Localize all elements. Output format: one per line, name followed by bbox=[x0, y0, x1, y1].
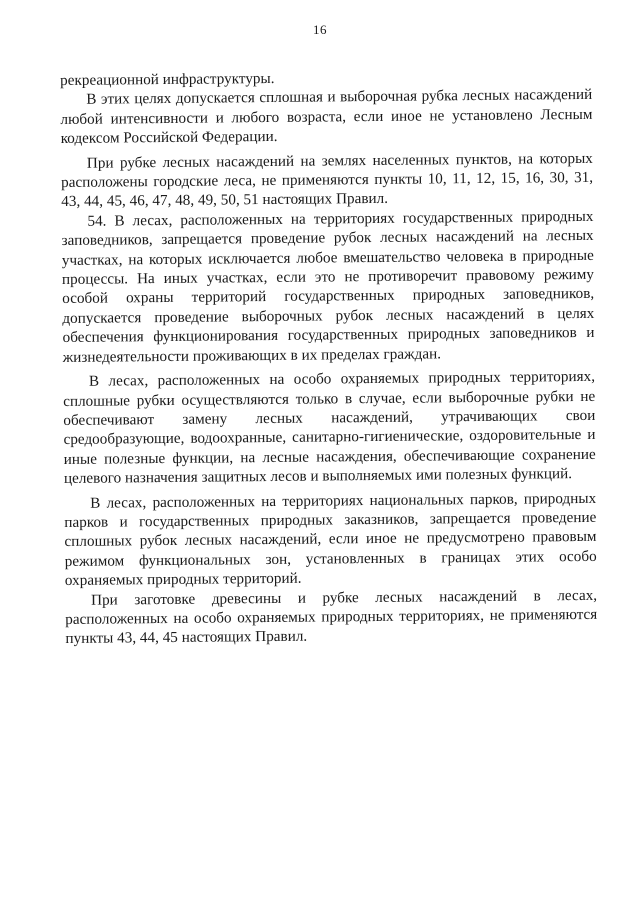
page-number: 16 bbox=[313, 22, 327, 37]
paragraph: При заготовке древесины и рубке лесных насаждений в лесах, расположенных на особо охраняемых природных территориях, не применяются пункты 43, 44, 45 настоящих Правил. bbox=[65, 586, 598, 648]
paragraph: В лесах, расположенных на особо охраняемых природных территориях, сплошные рубки осуществляются только в случае, если выборочные рубки не обеспечивают замену лесных насаждений, утрачивающих свои средообразующие, водоохранные, санитарно-гигиенические, оздоровительные и иные полезные функции, на лесные насаждения, обеспечивающие сохранение целевого назначения защитных лесов и выполняемых ими полезных функций. bbox=[63, 367, 596, 488]
paragraph: В этих целях допускается сплошная и выборочная рубка лесных насаждений любой интенсивности и любого возраста, если иное не установлено Лесным кодексом Российской Федерации. bbox=[60, 86, 593, 148]
paragraph: В лесах, расположенных на территориях национальных парков, природных парков и государственных природных заказников, запрещается проведение сплошных рубок лесных насаждений, если иное не предусмотрено правовым режимом функциональных зон, установленных в границах этих особо охраняемых природных территорий. bbox=[64, 489, 597, 590]
paragraph-item-54: 54. В лесах, расположенных на территориях государственных природных заповедников, запрещается проведение рубок лесных насаждений на лесных участках, на которых исключается любое вмешательство человека в природные процессы. На иных участках, если это не противоречит правовому режиму особой охраны территорий государственных природных заповедников, допускается проведение выборочных рубок лесных насаждений в целях обеспечения функционирования государственных природных заповедников и жизнедеятельности проживающих в их пределах граждан. bbox=[61, 207, 595, 366]
paragraph-continuation: рекреационной инфраструктуры. bbox=[60, 69, 275, 89]
paragraph: При рубке лесных насаждений на землях населенных пунктов, на которых расположены городские леса, не применяются пункты 10, 11, 12, 15, 16, 30, 31, 43, 44, 45, 46, 47, 48, 49, 50, 51 настоящих Правил. bbox=[60, 149, 594, 211]
document-body bbox=[60, 66, 598, 649]
